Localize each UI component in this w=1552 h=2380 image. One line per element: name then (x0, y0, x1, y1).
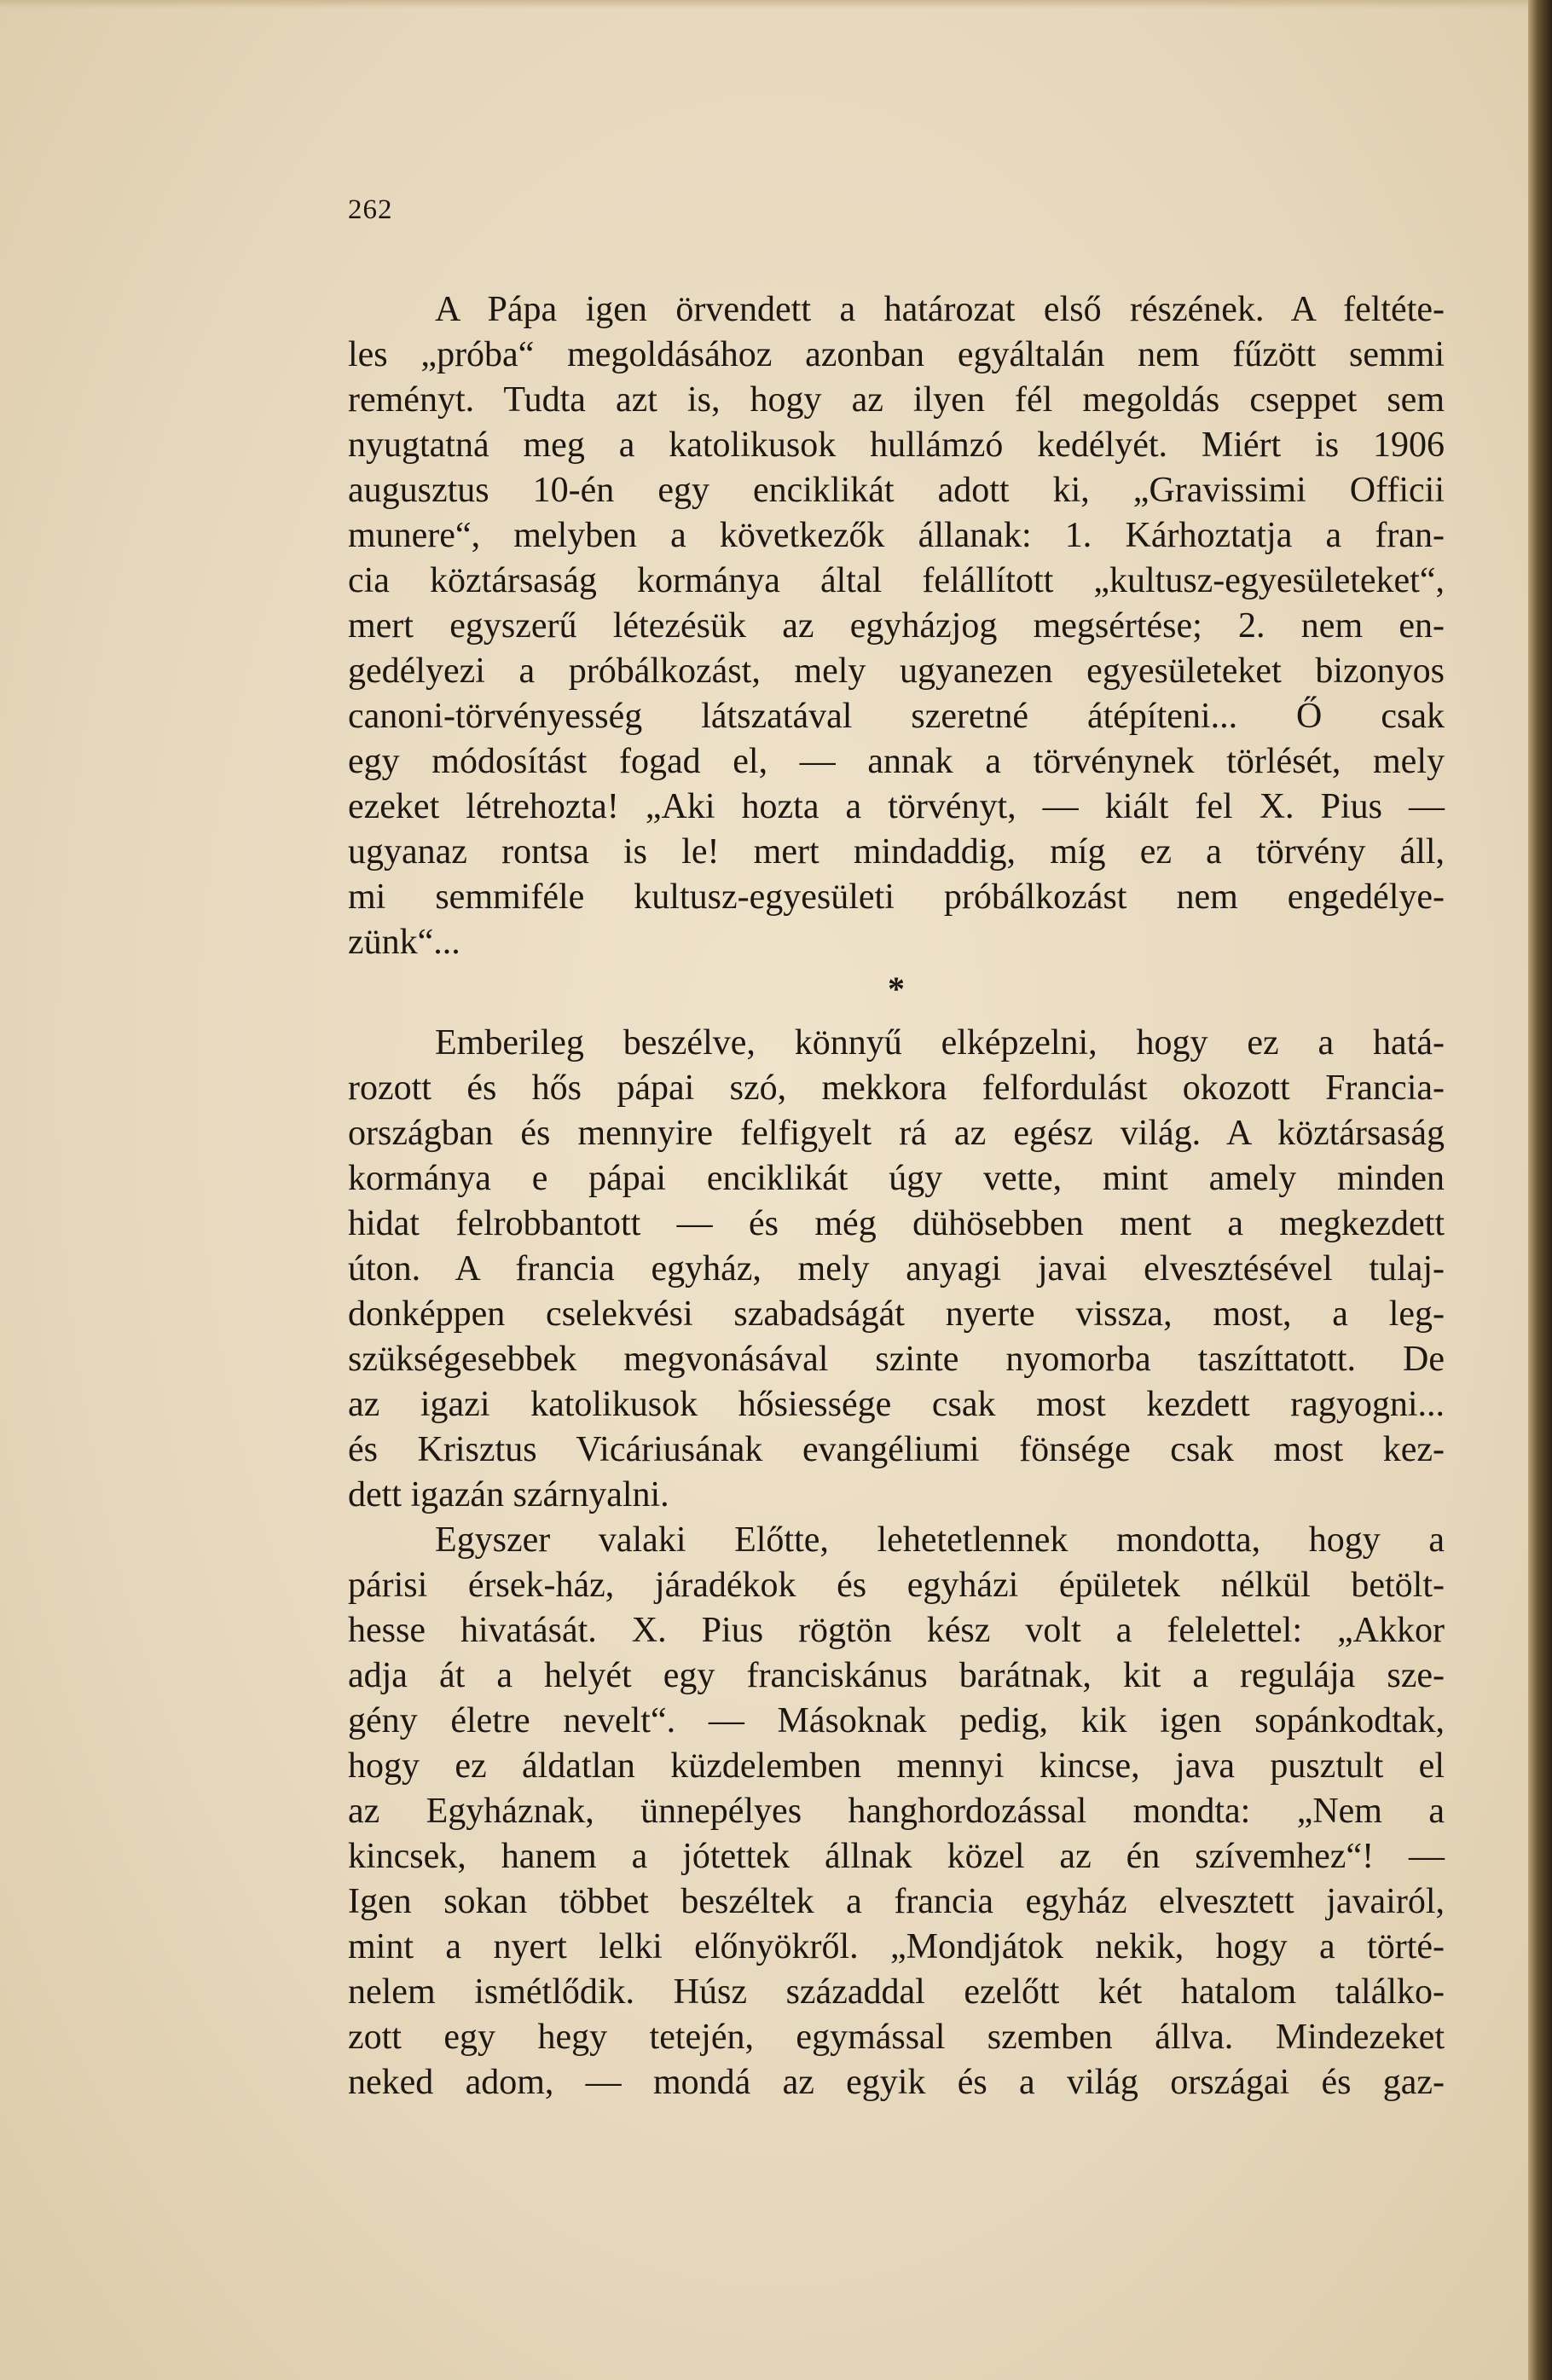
text-line: zünk“... (348, 923, 460, 962)
text-line: reményt. Tudta azt is, hogy az ilyen fél megoldás cseppet sem (348, 380, 1445, 420)
text-line: ezeket létrehozta! „Aki hozta a törvényt, — kiált fel X. Pius — (348, 787, 1445, 826)
text-line: egy módosítást fogad el, — annak a törvénynek törlését, mely (348, 742, 1445, 781)
text-line: neked adom, — mondá az egyik és a világ országai és gaz- (348, 2063, 1445, 2102)
text-line: rozott és hős pápai szó, mekkora felfordulást okozott Francia- (348, 1068, 1445, 1108)
text-line: hogy ez áldatlan küzdelemben mennyi kincse, java pusztult el (348, 1746, 1445, 1786)
text-line: nelem ismétlődik. Húsz századdal ezelőtt két hatalom találko- (348, 1972, 1445, 2012)
text-line: az igazi katolikusok hősiessége csak most kezdett ragyogni... (348, 1385, 1445, 1424)
text-line: ugyanaz rontsa is le! mert mindaddig, míg ez a törvény áll, (348, 832, 1445, 872)
text-line: mint a nyert lelki előnyökről. „Mondjátok nekik, hogy a törté- (348, 1927, 1445, 1966)
text-line: az Egyháznak, ünnepélyes hanghordozással mondta: „Nem a (348, 1792, 1445, 1831)
text-line: zott egy hegy tetején, egymással szemben állva. Mindezeket (348, 2018, 1445, 2057)
text-line: gedélyezi a próbálkozást, mely ugyanezen egyesületeket bizonyos (348, 651, 1445, 691)
text-line: augusztus 10-én egy enciklikát adott ki, „Gravissimi Officii (348, 471, 1445, 510)
text-line: canoni-törvényesség látszatával szeretné átépíteni... Ő csak (348, 697, 1445, 736)
page-number: 262 (348, 194, 393, 225)
text-line: szükségesebbek megvonásával szinte nyomorba taszíttatott. De (348, 1340, 1445, 1379)
text-line: A Pápa igen örvendett a határozat első részének. A feltéte- (435, 290, 1445, 329)
page-top-edge (0, 0, 1552, 9)
page-right-edge (1528, 0, 1552, 2380)
text-line: országban és mennyire felfigyelt rá az egész világ. A köztársaság (348, 1114, 1445, 1153)
text-line: donképpen cselekvési szabadságát nyerte vissza, most, a leg- (348, 1294, 1445, 1334)
text-line: kormánya e pápai enciklikát úgy vette, mint amely minden (348, 1159, 1445, 1198)
text-line: kincsek, hanem a jótettek állnak közel az én szívemhez“! — (348, 1837, 1445, 1876)
text-line: mert egyszerű létezésük az egyházjog megsértése; 2. nem en- (348, 606, 1445, 646)
text-line: cia köztársaság kormánya által felállított „kultusz-egyesületeket“, (348, 561, 1445, 600)
text-line: gény életre nevelt“. — Másoknak pedig, kik igen sopánkodtak, (348, 1701, 1445, 1740)
text-line: és Krisztus Vicáriusának evangéliumi fönsége csak most kez- (348, 1430, 1445, 1469)
text-line: nyugtatná meg a katolikusok hullámzó kedélyét. Miért is 1906 (348, 426, 1445, 465)
section-separator: * (888, 970, 905, 1008)
text-line: mi semmiféle kultusz-egyesületi próbálkozást nem engedélye- (348, 877, 1445, 917)
text-line: Igen sokan többet beszéltek a francia egyház elvesztett javairól, (348, 1882, 1445, 1921)
text-line: hesse hivatását. X. Pius rögtön kész volt a felelettel: „Akkor (348, 1611, 1445, 1650)
text-line: munere“, melyben a következők állanak: 1. Kárhoztatja a fran- (348, 516, 1445, 555)
text-line: úton. A francia egyház, mely anyagi javai elvesztésével tulaj- (348, 1249, 1445, 1288)
text-line: dett igazán szárnyalni. (348, 1475, 669, 1514)
text-line: les „próba“ megoldásához azonban egyáltalán nem fűzött semmi (348, 335, 1445, 374)
text-line: Emberileg beszélve, könnyű elképzelni, hogy ez a hatá- (435, 1023, 1445, 1063)
text-line: párisi érsek-ház, járadékok és egyházi épületek nélkül betölt- (348, 1566, 1445, 1605)
text-line: adja át a helyét egy franciskánus barátnak, kit a regulája sze- (348, 1656, 1445, 1695)
text-line: hidat felrobbantott — és még dühösebben ment a megkezdett (348, 1204, 1445, 1243)
text-line: Egyszer valaki Előtte, lehetetlennek mondotta, hogy a (435, 1520, 1445, 1560)
